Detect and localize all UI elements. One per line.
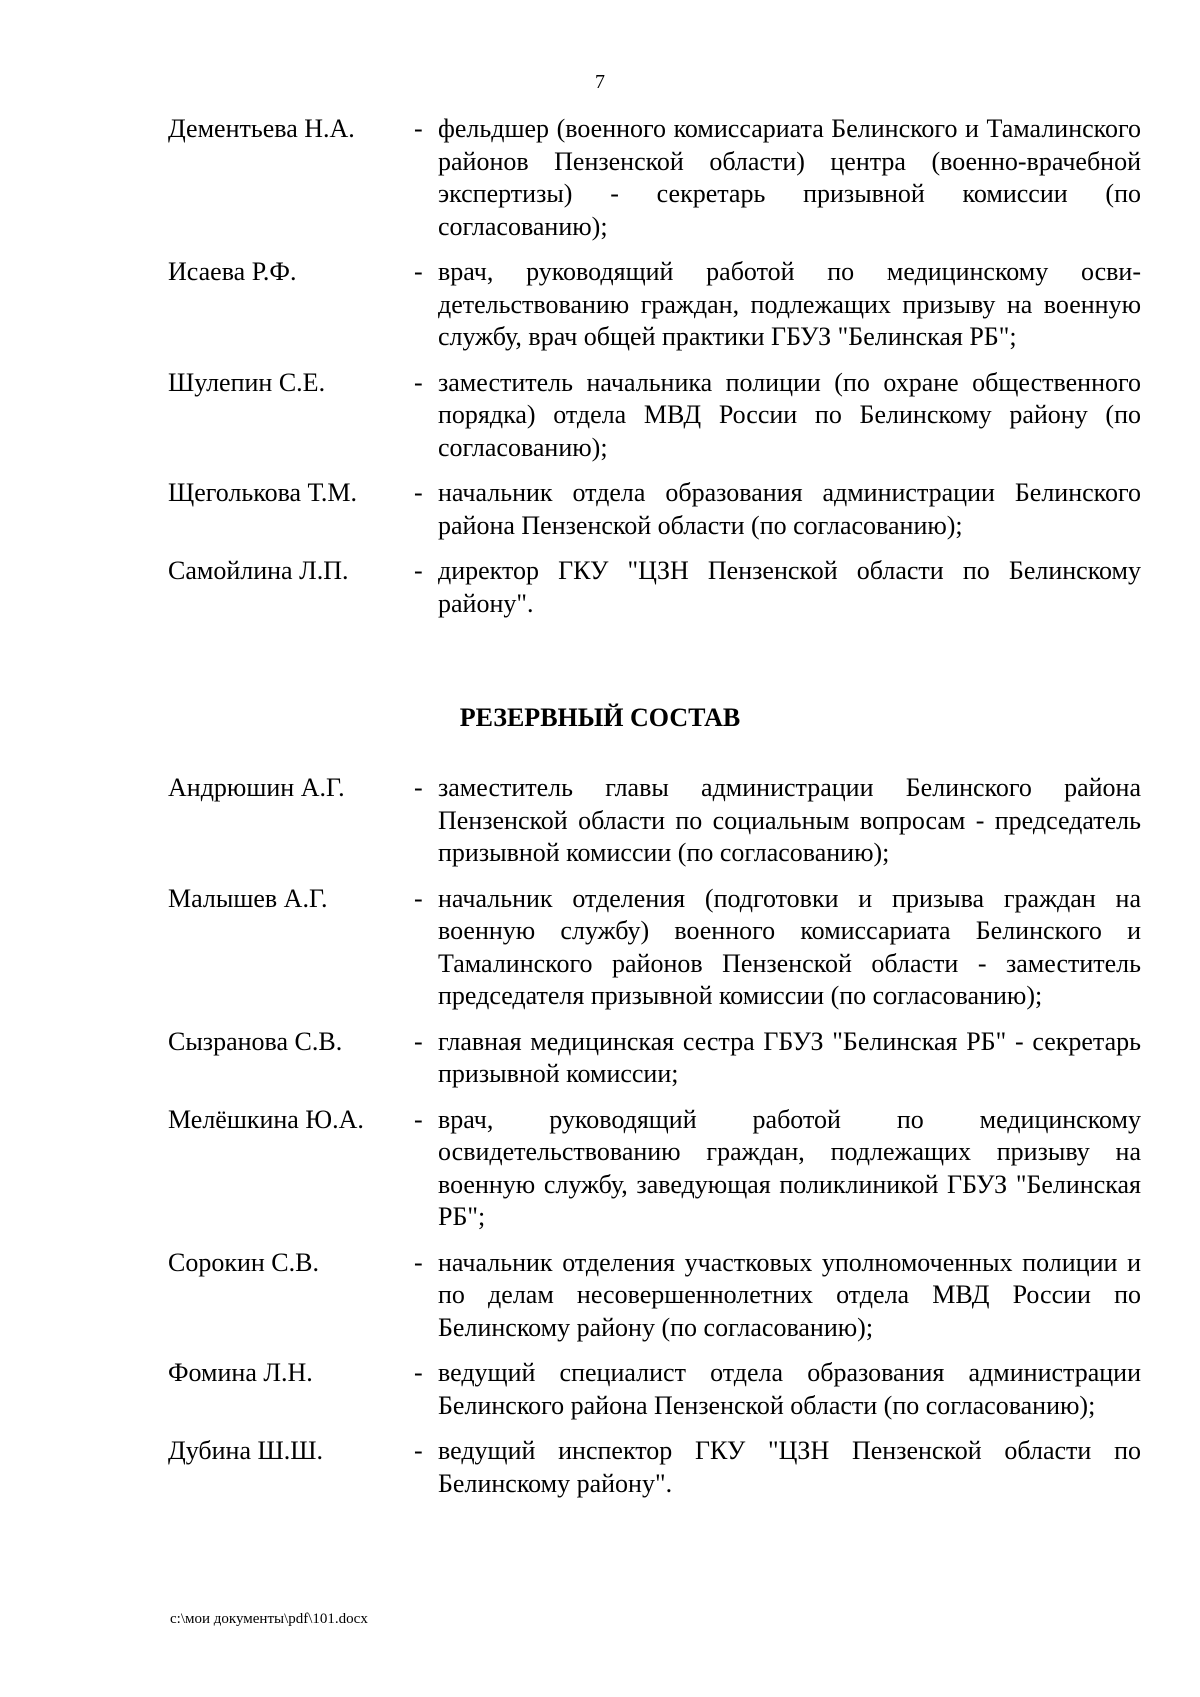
member-entry [168,256,1141,354]
member-role: ведущий инспектор ГКУ "ЦЗН Пензенской области по Белинскому району". [438,1436,1141,1498]
member-role: начальник отделения (подготовки и призыва граждан на военную службу) военного комиссариата Белинского и Тамалинского районов Пензенской области - заместитель председателя призывной комиссии (по согласованию); [438,883,1141,1010]
member-dash: - [414,1247,423,1277]
member-entry [168,883,1141,1013]
member-name: Щеголькова Т.М. [168,478,357,507]
member-dash: - [414,556,423,585]
footer-file-path: c:\мои документы\pdf\101.docx [170,1611,368,1627]
member-name: Андрюшин А.Г. [168,773,345,802]
member-entry [168,1026,1141,1091]
member-name: Сызранова С.В. [168,1026,343,1056]
member-dash: - [414,1026,423,1056]
member-name: Дементьева Н.А. [168,114,355,143]
member-entry [168,1435,1141,1500]
member-dash: - [414,883,423,913]
reserve-heading: РЕЗЕРВНЫЙ СОСТАВ [459,703,741,732]
member-entry [168,555,1141,620]
member-entry [168,477,1141,542]
member-dash: - [414,114,423,143]
reserve-members-list [168,772,1141,1500]
member-name: Дубина Ш.Ш. [168,1436,323,1465]
member-role: врач, руководящий работой по медицинскому освидетельствованию граждан, подлежащих призыву на военную службу, заведующая поликлиникой ГБУЗ "Белинская РБ"; [438,1104,1141,1231]
member-entry [168,1357,1141,1422]
member-entry [168,113,1141,243]
member-name: Шулепин С.Е. [168,367,326,397]
member-dash: - [414,1436,423,1465]
member-name: Фомина Л.Н. [168,1358,313,1387]
member-entry [168,1104,1141,1234]
member-dash: - [414,1358,423,1387]
member-name: Мелёшкина Ю.А. [168,1104,364,1134]
primary-members-list [168,113,1141,620]
member-dash: - [414,257,423,286]
member-name: Исаева Р.Ф. [168,257,297,286]
member-role: врач, руководящий работой по медицинскому освидетельствованию граждан, подлежащих призыву на военную службу, врач общей практики ГБУЗ "Белинская РБ"; [438,257,1141,351]
page-number: 7 [595,71,605,93]
member-role: заместитель начальника полиции (по охране общественного порядка) отдела МВД России по Белинскому району (по согласованию); [438,367,1141,462]
member-name: Сорокин С.В. [168,1247,319,1277]
member-dash: - [414,478,423,507]
member-dash: - [414,367,423,397]
member-name: Малышев А.Г. [168,883,328,913]
member-role: заместитель главы администрации Белинского района Пензенской области по социальным вопросам - председатель призывной комиссии (по согласованию); [438,773,1141,867]
member-entry [168,772,1141,870]
member-name: Самойлина Л.П. [168,556,349,585]
member-role: фельдшер (военного комиссариата Белинского и Тамалинского районов Пензенской области) центра (военно-врачебной экспертизы) - секретарь призывной комиссии (по согласованию); [438,114,1141,241]
member-role: главная медицинская сестра ГБУЗ "Белинская РБ" - секретарь призывной комиссии; [438,1026,1141,1088]
member-role: директор ГКУ "ЦЗН Пензенской области по Белинскому району". [438,556,1141,618]
member-role: начальник отделения участковых уполномоченных полиции и по делам несовершеннолетних отдела МВД России по Белинскому району (по согласованию); [438,1247,1141,1342]
member-role: ведущий специалист отдела образования администрации Белинского района Пензенской области (по согласованию); [438,1358,1141,1420]
member-role: начальник отдела образования администрации Белинского района Пензенской области (по согласованию); [438,478,1141,540]
member-entry [168,1247,1141,1345]
member-entry [168,367,1141,465]
member-dash: - [414,1104,423,1134]
member-dash: - [414,773,423,802]
